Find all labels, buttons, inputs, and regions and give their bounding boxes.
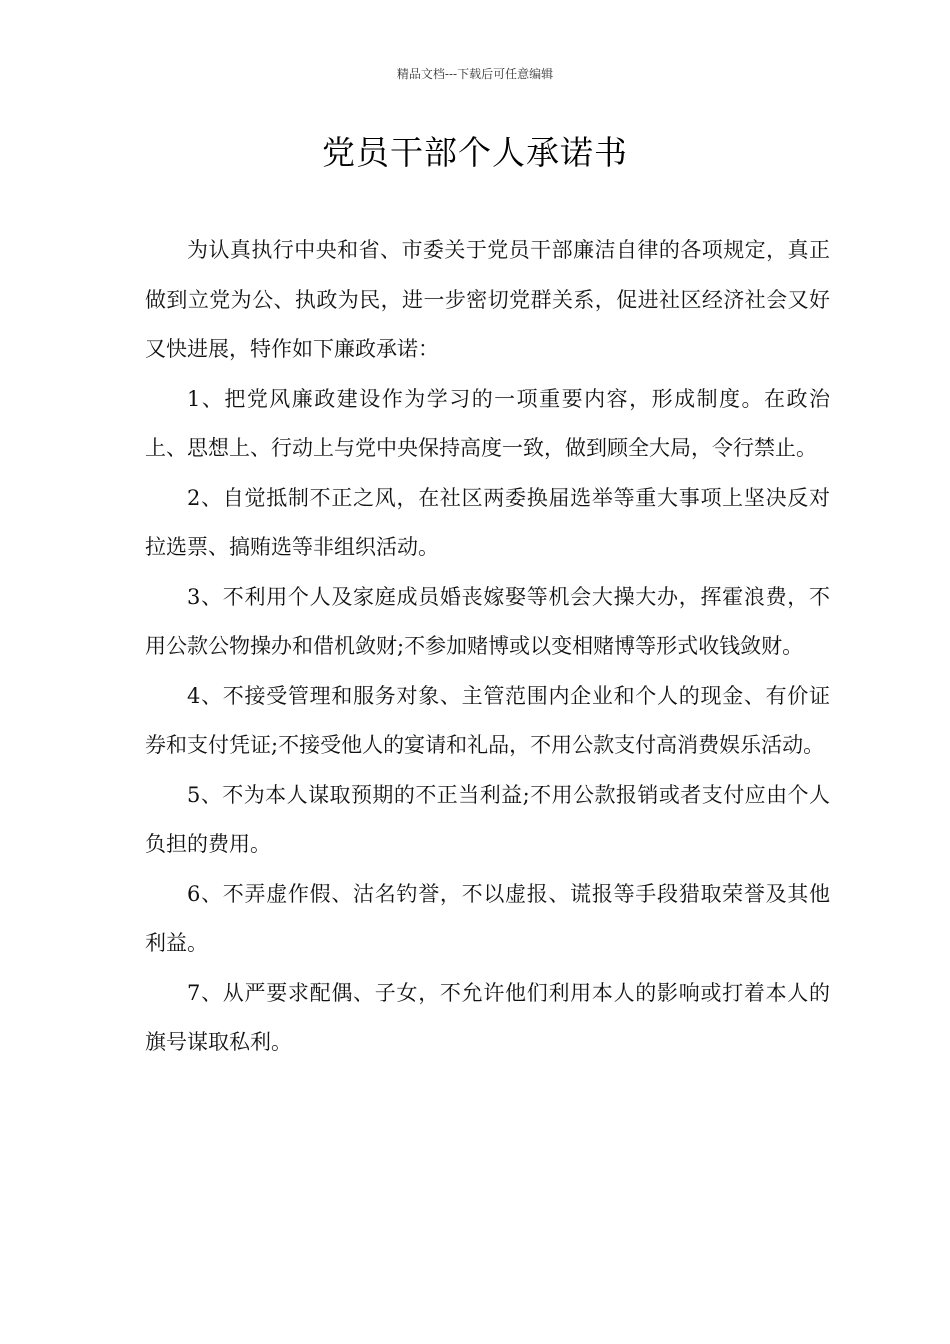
header-note: 精品文档---下载后可任意编辑: [396, 67, 554, 81]
paragraph-item-4: 4、不接受管理和服务对象、主管范围内企业和个人的现金、有价证券和支付凭证;不接受他人的宴请和礼品，不用公款支付高消费娱乐活动。: [145, 683, 830, 757]
paragraph-item-2: 2、自觉抵制不正之风，在社区两委换届选举等重大事项上坚决反对拉选票、搞贿选等非组织活动。: [145, 485, 830, 559]
paragraph-item-7: 7、从严要求配偶、子女，不允许他们利用本人的影响或打着本人的旗号谋取私利。: [145, 980, 830, 1054]
paragraph-intro: 为认真执行中央和省、市委关于党员干部廉洁自律的各项规定，真正做到立党为公、执政为民，进一步密切党群关系，促进社区经济社会又好又快进展，特作如下廉政承诺：: [145, 238, 830, 361]
paragraph-item-6: 6、不弄虚作假、沽名钓誉，不以虚报、谎报等手段猎取荣誉及其他利益。: [145, 881, 830, 955]
paragraph-item-1: 1、把党风廉政建设作为学习的一项重要内容，形成制度。在政治上、思想上、行动上与党中央保持高度一致，做到顾全大局，令行禁止。: [145, 386, 830, 460]
document-body: [145, 226, 830, 1068]
paragraph-item-3: 3、不利用个人及家庭成员婚丧嫁娶等机会大操大办，挥霍浪费，不用公款公物操办和借机敛财;不参加赌博或以变相赌博等形式收钱敛财。: [145, 584, 830, 658]
paragraph-item-5: 5、不为本人谋取预期的不正当利益;不用公款报销或者支付应由个人负担的费用。: [145, 782, 830, 856]
document-title: 党员干部个人承诺书: [322, 133, 628, 172]
